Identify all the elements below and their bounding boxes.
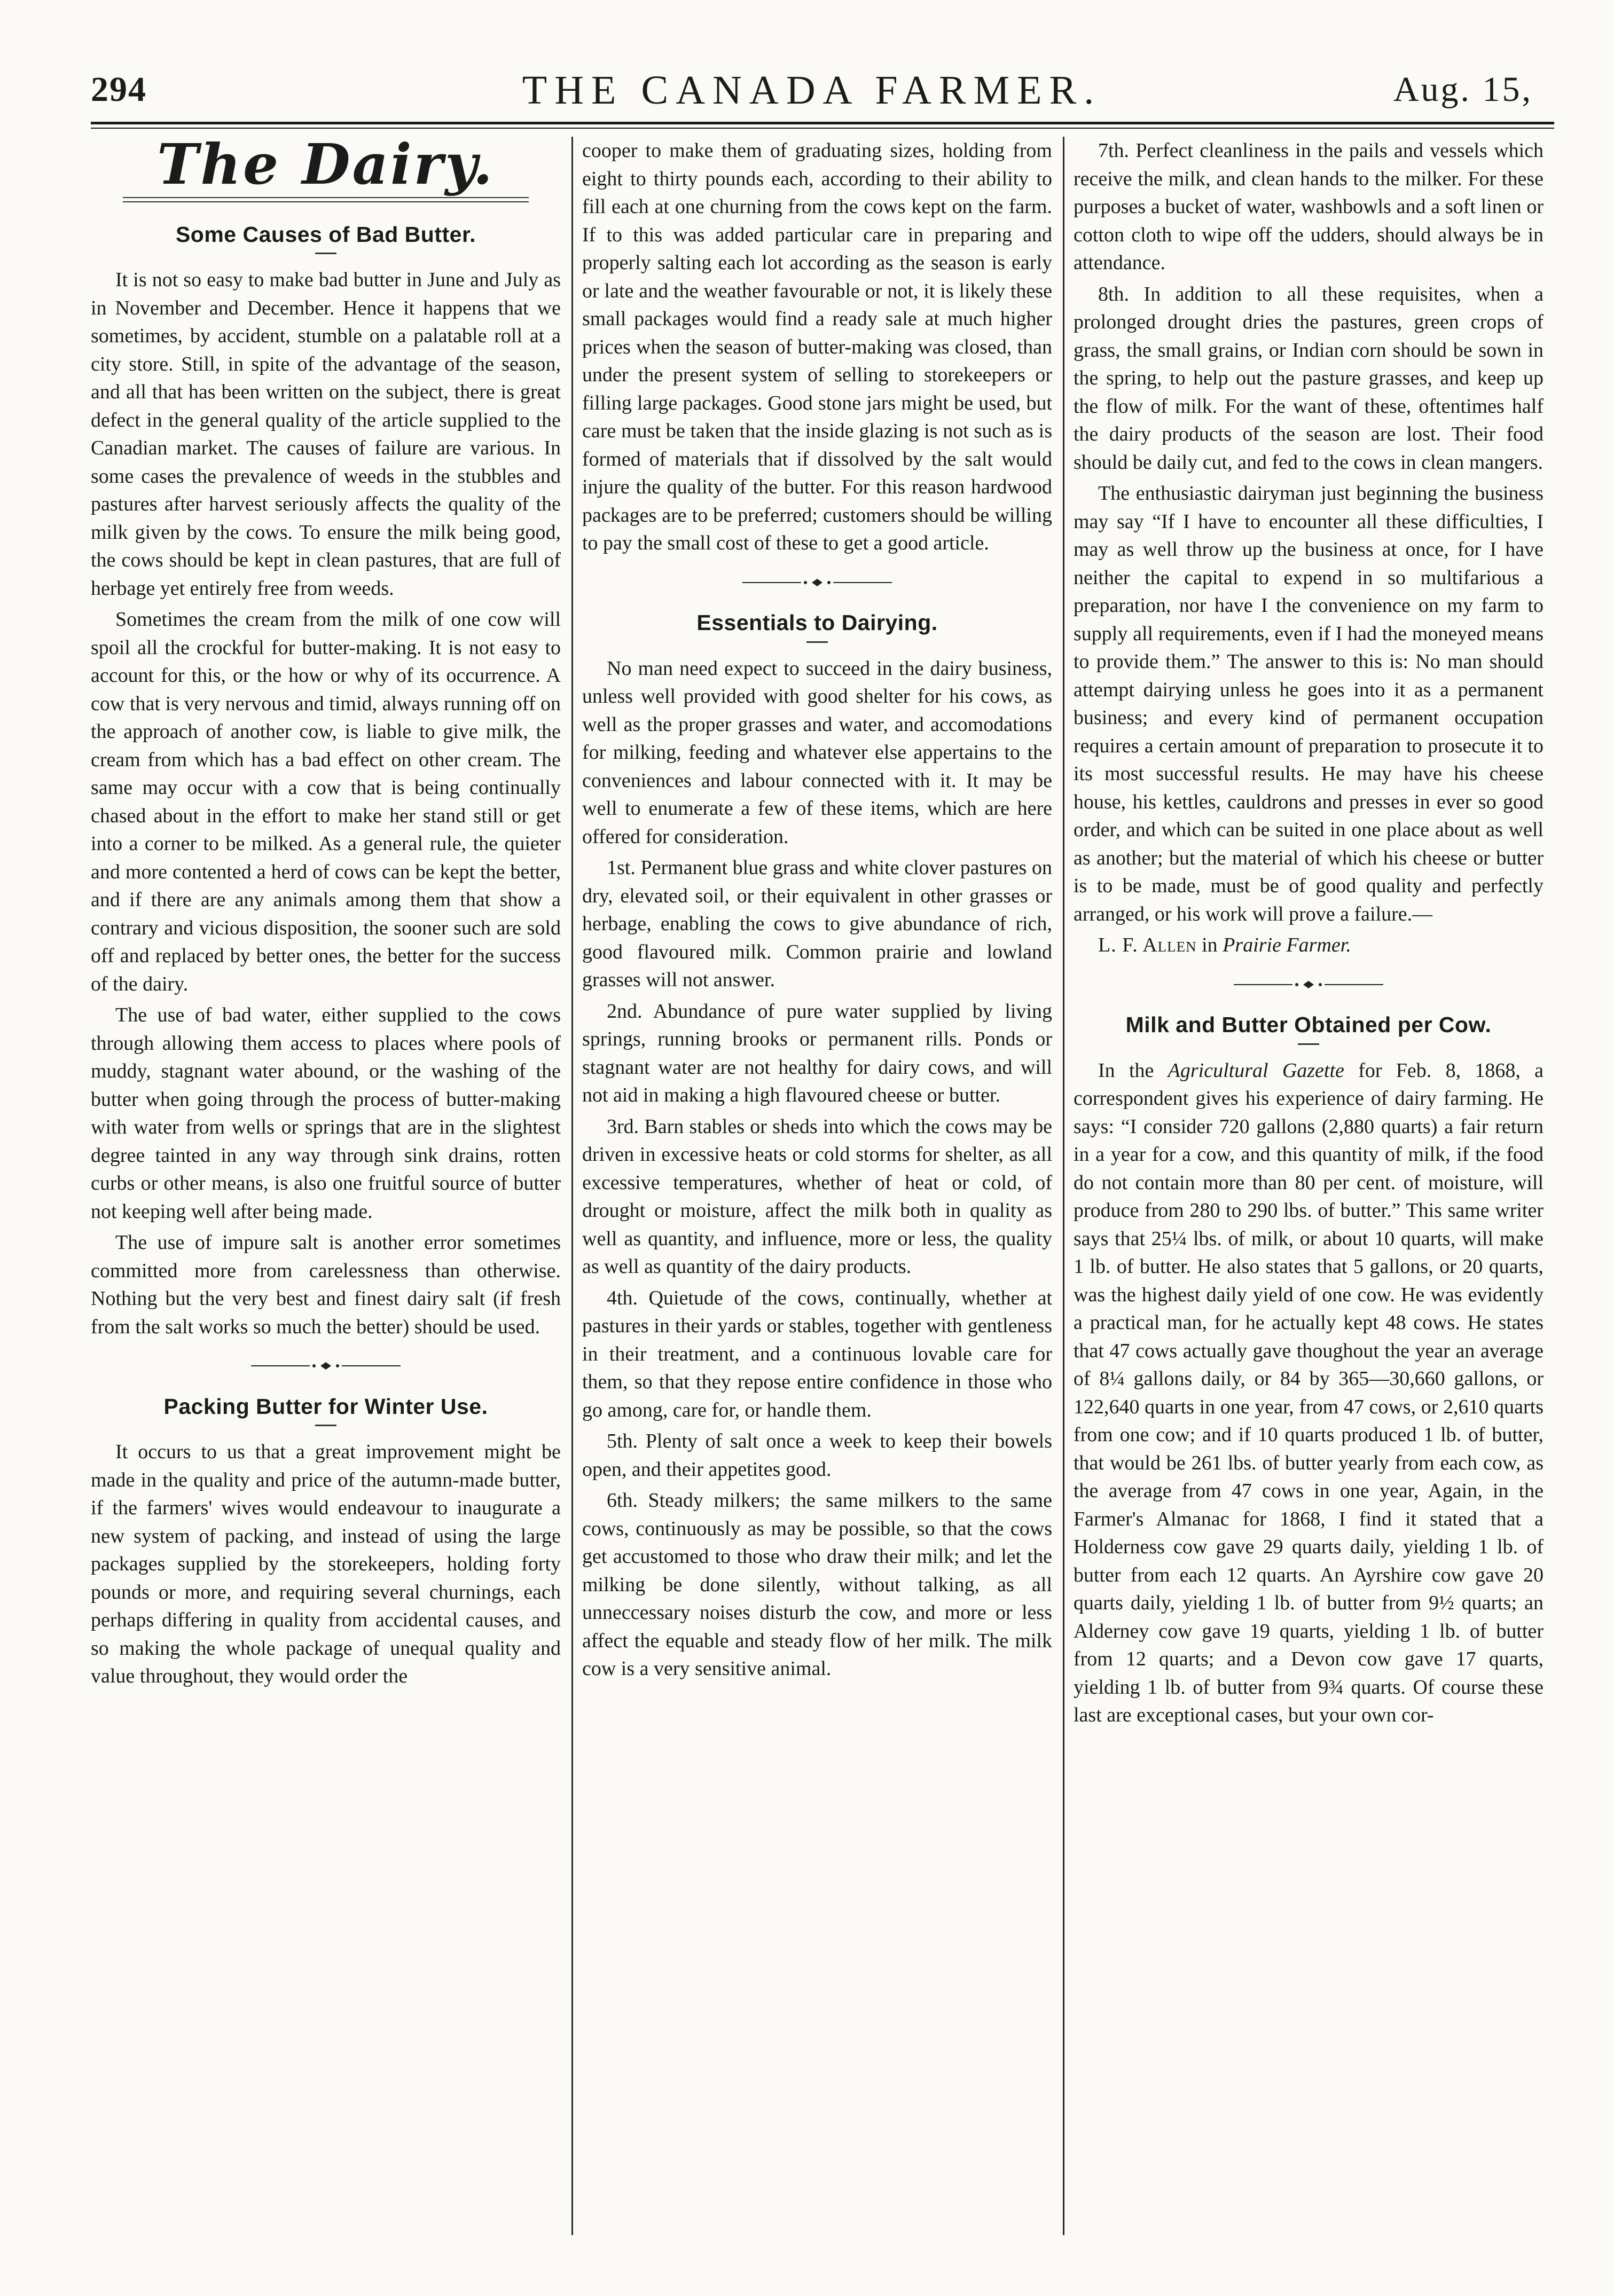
signature-author: L. F. Allen [1098,934,1197,956]
article-paragraph: The enthusiastic dairyman just beginning the business may say “If I have to encounter all these difficulties, I may as well throw up the business at once, for I have neither the capital to expend in so multifarious a preparation, nor have I the convenience on my farm to supply all requirements, even if I had the moneyed means to provide them.” The answer to this is: No man should attempt dairying unless he goes into it as a permanent business; and every kind of permanent occupation requires a certain amount of preparation to prosecute it to its most successful results. He may have his cheese house, his kettles, cauldrons and presses in ever so good order, and which can be suited in one place about as well as another; but the material of which his cheese or butter is to be made, must be of good quality and perfectly arranged, or his work will prove a failure.— [1074,482,1544,925]
department-title: The Dairy. [157,137,495,197]
article-paragraph: 6th. Steady milkers; the same milkers to the same cows, continuously as may be possible, so that the cows get accustomed to those who draw their milk; and let the milking be done silently, without talking, as all unneccessary noises disturb the cow, and more or less affect the equable and steady flow of her milk. The milk cow is a very sensitive animal. [582,1489,1052,1680]
page-number: 294 [91,70,147,109]
article-heading: Milk and Butter Obtained per Cow. [1125,1012,1492,1037]
article-paragraph: 4th. Quietude of the cows, continually, whether at pastures in their yards or stables, together with gentleness in their treatment, and a continuous lovable care for them, so that they repose entire confidence in those who go among, care for, or handle them. [582,1286,1052,1421]
paragraph-text: for Feb. 8, 1868, a correspondent gives his experience of dairy farming. He says: “I consider 720 gallons (2,880 quarts) a fair return in a year for a cow, and this quantity of milk, if the food do not contain more than 80 per cent. of moisture, will produce from 280 to 290 lbs. of butter.” This same writer says that 25¼ lbs. of milk, or about 10 quarts, will make 1 lb. of butter. He also states that 5 gallons, or 20 quarts, was the highest daily yield of one cow. He was evidently a practical man, for he actually kept 48 cows. He states that 47 cows actually gave thoughout the year an average of 8¼ gallons daily, or 84 by 365—30,660 gallons, or 122,640 quarts in one year, from 47 cows, or 2,610 quarts from one cow; and if 10 quarts produced 1 lb. of butter, that would be 261 lbs. of butter yearly from each cow, as the average from 47 cows in one year, Again, in the Farmer's Almanac for 1868, I find it stated that a Holderness cow gave 29 quarts daily, yielding 1 lb. of butter from each 12 quarts. An Ayrshire cow gave 20 quarts daily, yielding 1 lb. of butter from 9½ quarts; an Alderney cow gave 19 quarts, yielding 1 lb. of butter from 12 quarts; and a Devon cow gave 17 quarts, yielding 1 lb. of butter from 9¾ quarts. Of course these last are exceptional cases, but your own cor- [1074,1059,1544,1726]
article-paragraph: 7th. Perfect cleanliness in the pails and vessels which receive the milk, and clean hands to the milker. For these purposes a bucket of water, washbowls and a soft linen or cotton cloth to wipe off the udders, should always be in attendance. [1074,139,1544,274]
column-3 [1074,137,1544,2240]
section-ornament [582,567,1052,595]
article-continuation: cooper to make them of graduating sizes, holding from eight to thirty pounds each, according to their ability to fill each at one churning from the cows kept on the farm. If to this was added particular care in preparing and properly salting each lot according as the season is early or late and the weather favourable or not, it is likely these small packages would find a ready sale at much higher prices when the season of butter-making was closed, than under the present system of selling to storekeepers or filling large packages. Good stone jars might be used, but care must be taken that the inside glazing is not such as is formed of materials that if dissolved by the salt would injure the quality of the butter. For this reason hardwood packages are to be preferred; customers should be willing to pay the small cost of these to get a good article. [582,139,1052,554]
column-2 [582,137,1052,2240]
article-signature [1074,931,1544,960]
article-heading: Some Causes of Bad Butter. [175,222,476,247]
article-paragraph: The use of impure salt is another error sometimes committed more from carelessness than otherwise. Nothing but the very best and finest dairy salt (if fresh from the salt works so much the better) should be used. [91,1231,561,1338]
article-paragraph: 3rd. Barn stables or sheds into which the cows may be driven in excessive heats or cold storms for shelter, as all excessive temperatures, whether of heat or cold, of drought or moisture, affect the milk both in quality as well as quantity, and influence, more or less, the quality as well as quantity of the dairy products. [582,1115,1052,1278]
column-rule [571,137,573,2235]
column-1 [91,137,561,2240]
article-paragraph: It occurs to us that a great improvement might be made in the quality and price of the autumn-made butter, if the farmers' wives would endeavour to inaugurate a new system of packing, and instead of using the large packages supplied by the storekeepers, holding forty pounds or more, and requiring several churnings, each perhaps differing in quality from accidental causes, and so making the whole package of unequal quality and value throughout, they would order the [91,1441,561,1687]
article-paragraph: 5th. Plenty of salt once a week to keep their bowels open, and their appetites good. [582,1430,1052,1481]
masthead [91,64,1533,117]
heading-dash [1298,1043,1319,1045]
article-paragraph [1074,1057,1544,1729]
section-ornament [91,1350,561,1379]
heading-dash [806,641,828,643]
double-rule [123,197,529,202]
article-paragraph: 2nd. Abundance of pure water supplied by living springs, running brooks or permanent rills. Ponds or stagnant water are not healthy for dairy cows, and will not aid in making a high flavoured cheese or butter. [582,1000,1052,1106]
article-paragraph: No man need expect to succeed in the dairy business, unless well provided with good shelter for his cows, as well as the proper grasses and water, and accomodations for milking, feeding and whatever else appertains to the conveniences and labour connected with it. It may be well to enumerate a few of these items, which are here offered for consideration. [582,657,1052,848]
heading-dash [315,1425,336,1426]
section-ornament [1074,969,1544,997]
article-heading: Packing Butter for Winter Use. [163,1394,488,1419]
article-paragraph: The use of bad water, either supplied to the cows through allowing them access to places where pools of muddy, stagnant water abound, or the washing of the butter when going through the process of butter-making with water from wells or springs that are in the slightest degree tainted in any way through sink drains, rotten curbs or other means, is also one fruitful source of butter not keeping well after being made. [91,1004,561,1223]
article-paragraph: It is not so easy to make bad butter in June and July as in November and December. Hence it happens that we sometimes, by accident, stumble on a palatable roll at a city store. Still, in spite of the advantage of the season, and all that has been written on the subject, there is great defect in the general quality of the article supplied to the Canadian market. The causes of failure are various. In some cases the prevalence of weeds in the stubbles and pastures after harvest seriously affects the quality of the milk given by the cows. To ensure the milk being good, the cows should be kept in clean pastures, that are full of herbage yet entirely free from weeds. [91,269,561,600]
column-rule [1063,137,1064,2235]
heading-dash [315,253,336,254]
publication-title: THE CANADA FARMER. [522,68,1102,113]
ornament-divider-icon [246,1361,406,1371]
article-paragraph: Sometimes the cream from the milk of one cow will spoil all the crockful for butter-making. It is not easy to account for this, or the how or why of its occurrence. A cow that is very nervous and timid, always running off on the approach of another cow, is liable to give milk, the cream from which has a bad effect on other cream. The same may occur with a cow that is being continually chased about in the effort to make her stand still or get into a corner to be milked. As a general rule, the quieter and more contented a herd of cows can be kept the better, and if there are any animals among them that show a contrary and vicious disposition, the sooner such are sold off and replaced by better ones, the better for the success of the dairy. [91,608,561,995]
intro-text: In the [1098,1059,1168,1082]
intro-source: Agricultural Gazette [1168,1059,1344,1082]
ornament-divider-icon [1228,980,1389,989]
signature-in: in [1196,934,1223,956]
article-paragraph: 8th. In addition to all these requisites, when a prolonged drought dries the pastures, green crops of grass, the small grains, or Indian corn should be sown in the spring, to help out the pasture grasses, and keep up the flow of milk. For the want of these, oftentimes half the dairy products of the season are lost. Their food should be daily cut, and fed to the cows in clean mangers. [1074,282,1544,474]
masthead-rule [91,122,1554,129]
article-paragraph: 1st. Permanent blue grass and white clover pastures on dry, elevated soil, or their equivalent in other grasses or herbage, enabling the cows to give abundance of rich, good flavoured milk. Common prairie and lowland grasses will not answer. [582,856,1052,991]
issue-date: Aug. 15, [1393,70,1533,109]
ornament-divider-icon [737,578,897,587]
signature-source: Prairie Farmer. [1223,934,1351,956]
article-heading: Essentials to Dairying. [696,610,938,635]
